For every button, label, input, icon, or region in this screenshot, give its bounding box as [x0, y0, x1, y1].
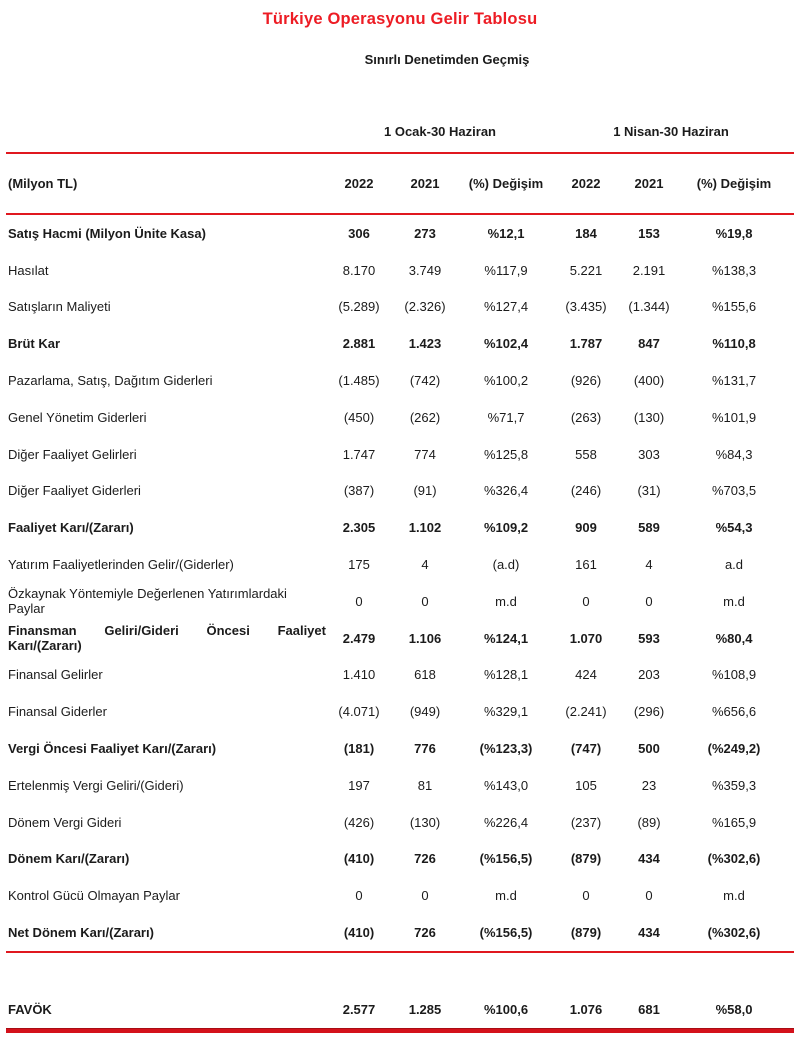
row-value-change-h1: %102,4 [483, 336, 529, 352]
row-value-2022-h1: 2.479 [342, 630, 376, 646]
row-value-2022-q2: 0 [582, 593, 590, 609]
row-value-2021-h1: 1.106 [408, 630, 442, 646]
row-value-change-h1: %128,1 [483, 667, 529, 683]
column-header-row [6, 154, 794, 213]
row-value-change-q2: %84,3 [715, 446, 753, 462]
row-value-2022-q2: 1.070 [569, 630, 603, 646]
row-value-change-q2: %58,0 [715, 1002, 753, 1018]
row-label: Vergi Öncesi Faaliyet Karı/(Zararı) [8, 741, 217, 757]
row-value-change-q2: %703,5 [711, 483, 757, 499]
row-label: Özkaynak Yöntemiyle Değerlenen Yatırımlardaki Paylar [8, 586, 287, 617]
row-value-change-q2: m.d [723, 888, 745, 904]
row-value-change-q2: %19,8 [715, 225, 753, 241]
table-body [0, 215, 800, 951]
row-value-2021-h1: 726 [414, 851, 436, 867]
ebitda-section [0, 992, 800, 1028]
row-value-2022-h1: (426) [343, 814, 375, 830]
row-value-2021-q2: (296) [633, 704, 665, 720]
column-header-change-q2: (%) Değişim [696, 176, 772, 191]
row-label: FAVÖK [8, 1002, 52, 1018]
row-label: Satışların Maliyeti [8, 299, 111, 315]
row-value-change-q2: %80,4 [715, 630, 753, 646]
row-value-change-q2: %359,3 [711, 777, 757, 793]
row-label: Pazarlama, Satış, Dağıtım Giderleri [8, 373, 213, 389]
row-value-change-q2: %108,9 [711, 667, 757, 683]
row-value-2022-h1: (1.485) [338, 373, 380, 389]
table-row [6, 583, 794, 620]
row-label: Diğer Faaliyet Giderleri [8, 483, 141, 499]
row-value-2022-h1: 175 [348, 557, 370, 573]
row-value-2022-q2: (237) [570, 814, 602, 830]
row-value-2021-h1: 774 [414, 446, 436, 462]
row-label: Finansal Gelirler [8, 667, 103, 683]
row-value-2022-h1: (410) [343, 925, 375, 941]
page-title: Türkiye Operasyonu Gelir Tablosu [262, 10, 538, 28]
row-value-2022-q2: 105 [575, 777, 597, 793]
row-value-change-q2: a.d [724, 557, 744, 573]
row-value-2021-h1: 81 [417, 777, 433, 793]
row-value-2022-h1: 2.305 [342, 520, 376, 536]
row-value-2022-q2: 5.221 [569, 262, 603, 278]
row-value-2021-q2: 593 [638, 630, 660, 646]
table-row [6, 620, 794, 657]
table-row [6, 473, 794, 510]
row-value-2022-h1: (410) [343, 851, 375, 867]
table-row [6, 289, 794, 326]
column-header-change-h1: (%) Değişim [468, 176, 544, 191]
row-label: Faaliyet Karı/(Zararı) [8, 520, 134, 536]
row-value-2021-q2: 0 [645, 593, 653, 609]
row-value-2021-q2: 0 [645, 888, 653, 904]
table-row [6, 215, 794, 252]
row-value-change-q2: %165,9 [711, 814, 757, 830]
table-row [6, 325, 794, 362]
table-row [6, 362, 794, 399]
row-label: Dönem Vergi Gideri [8, 814, 122, 830]
row-label: Finansman Geliri/Gideri Öncesi Faaliyet Karı/(Zararı) [8, 623, 326, 654]
row-value-2021-q2: (89) [637, 814, 661, 830]
row-value-2022-q2: 1.787 [569, 336, 603, 352]
row-value-2022-q2: 558 [575, 446, 597, 462]
row-label: Dönem Karı/(Zararı) [8, 851, 130, 867]
period-header-second-quarter: 1 Nisan-30 Haziran [613, 124, 729, 139]
row-value-2022-h1: 2.577 [342, 1002, 376, 1018]
table-row [6, 804, 794, 841]
row-value-2021-h1: 273 [414, 225, 436, 241]
row-value-2022-h1: 1.747 [342, 446, 376, 462]
period-header-first-half: 1 Ocak-30 Haziran [383, 124, 496, 139]
row-value-2021-h1: (742) [409, 373, 441, 389]
row-value-2021-q2: 681 [638, 1002, 660, 1018]
row-value-2022-q2: (263) [570, 409, 602, 425]
row-value-2021-q2: 153 [638, 225, 660, 241]
row-value-change-h1: %71,7 [487, 409, 525, 425]
row-value-change-q2: %110,8 [712, 336, 756, 352]
row-value-2021-q2: 23 [641, 777, 657, 793]
row-value-2021-h1: 776 [414, 741, 436, 757]
row-value-2022-q2: (926) [570, 373, 602, 389]
table-row [6, 657, 794, 694]
row-label: Kontrol Gücü Olmayan Paylar [8, 888, 180, 904]
row-value-2021-q2: 434 [638, 925, 660, 941]
table-row [6, 992, 794, 1028]
row-label: Diğer Faaliyet Gelirleri [8, 446, 137, 462]
row-value-2021-h1: 1.102 [408, 520, 442, 536]
row-value-2021-h1: 1.285 [408, 1002, 442, 1018]
table-row [6, 546, 794, 583]
row-value-change-h1: m.d [495, 888, 517, 904]
row-value-2021-q2: (1.344) [628, 299, 670, 315]
row-value-2021-q2: 434 [638, 851, 660, 867]
row-value-2021-q2: 500 [638, 741, 660, 757]
period-header-spacer [6, 124, 326, 139]
row-value-2022-q2: (879) [570, 925, 602, 941]
column-header-2021-h1: 2021 [410, 176, 440, 191]
row-value-2022-h1: (5.289) [338, 299, 380, 315]
row-value-change-h1: %109,2 [483, 520, 529, 536]
row-value-2022-h1: 197 [348, 777, 370, 793]
table-row [6, 399, 794, 436]
row-value-2021-q2: 4 [645, 557, 653, 573]
row-value-2022-h1: 0 [355, 888, 363, 904]
row-value-change-h1: (%156,5) [479, 925, 533, 941]
row-value-2022-q2: 0 [582, 888, 590, 904]
row-label: Satış Hacmi (Milyon Ünite Kasa) [8, 225, 206, 241]
row-value-2021-q2: 589 [638, 520, 660, 536]
table-row [6, 914, 794, 951]
row-value-2021-q2: (400) [633, 373, 665, 389]
row-value-2022-q2: (879) [570, 851, 602, 867]
row-label: Genel Yönetim Giderleri [8, 409, 147, 425]
row-value-change-q2: %155,6 [711, 299, 757, 315]
row-label: Hasılat [8, 262, 49, 278]
row-value-2021-h1: (949) [409, 704, 441, 720]
row-value-change-h1: %143,0 [483, 777, 529, 793]
row-label: Net Dönem Karı/(Zararı) [8, 925, 154, 941]
row-value-change-q2: %138,3 [711, 262, 757, 278]
row-value-2022-h1: 0 [355, 593, 363, 609]
row-value-2021-h1: 4 [421, 557, 429, 573]
row-value-change-q2: (%302,6) [707, 925, 761, 941]
favok-gap [0, 953, 800, 992]
row-value-2021-h1: 3.749 [408, 262, 442, 278]
row-label: Ertelenmiş Vergi Geliri/(Gideri) [8, 777, 184, 793]
row-value-2021-h1: (262) [409, 409, 441, 425]
table-row [6, 693, 794, 730]
row-label: Finansal Giderler [8, 704, 107, 720]
row-value-change-h1: %100,2 [483, 373, 529, 389]
table-row [6, 436, 794, 473]
row-value-change-h1: %329,1 [483, 704, 529, 720]
row-value-change-h1: %226,4 [483, 814, 529, 830]
row-value-2022-h1: (450) [343, 409, 375, 425]
rule-bottom [6, 1028, 794, 1033]
row-value-change-q2: (%249,2) [707, 741, 761, 757]
table-row [6, 730, 794, 767]
row-value-2022-h1: 1.410 [342, 667, 376, 683]
row-value-2021-q2: 303 [638, 446, 660, 462]
row-value-change-h1: (a.d) [492, 557, 520, 573]
row-value-2021-h1: (2.326) [404, 299, 446, 315]
row-value-change-h1: %12,1 [487, 225, 525, 241]
row-value-2022-q2: (3.435) [565, 299, 607, 315]
row-value-change-q2: %131,7 [711, 373, 757, 389]
column-header-2021-q2: 2021 [634, 176, 664, 191]
row-value-2021-h1: 1.423 [408, 336, 442, 352]
row-value-2021-h1: 0 [421, 593, 429, 609]
row-value-change-q2: (%302,6) [707, 851, 761, 867]
row-value-change-h1: (%123,3) [479, 741, 533, 757]
row-value-2022-q2: 424 [575, 667, 597, 683]
row-value-change-h1: %124,1 [483, 630, 529, 646]
row-value-2021-q2: (130) [633, 409, 665, 425]
row-value-2021-q2: 203 [638, 667, 660, 683]
column-header-2022-h1: 2022 [344, 176, 374, 191]
row-value-change-q2: %656,6 [711, 704, 757, 720]
row-value-change-h1: m.d [495, 593, 517, 609]
table-row [6, 509, 794, 546]
row-value-2022-q2: (2.241) [565, 704, 607, 720]
table-row [6, 252, 794, 289]
row-value-2021-h1: 0 [421, 888, 429, 904]
row-value-change-q2: %101,9 [711, 409, 757, 425]
row-value-2022-q2: 184 [575, 225, 597, 241]
row-value-change-h1: %125,8 [483, 446, 529, 462]
row-value-2022-q2: (747) [570, 741, 602, 757]
row-value-change-q2: m.d [723, 593, 745, 609]
row-value-2021-h1: 618 [414, 667, 436, 683]
period-header-row [6, 124, 800, 139]
row-value-change-q2: %54,3 [715, 520, 753, 536]
table-row [6, 877, 794, 914]
row-label: Brüt Kar [8, 336, 61, 352]
row-value-2021-h1: (91) [413, 483, 437, 499]
row-value-2021-h1: (130) [409, 814, 441, 830]
row-value-2022-h1: 8.170 [342, 262, 376, 278]
row-value-2021-q2: 847 [638, 336, 660, 352]
page-subtitle: Sınırlı Denetimden Geçmiş [364, 52, 530, 67]
row-value-2022-h1: (387) [343, 483, 375, 499]
row-value-2022-h1: (4.071) [338, 704, 380, 720]
row-value-2022-h1: (181) [343, 741, 375, 757]
table-row [6, 767, 794, 804]
unit-label: (Milyon TL) [8, 176, 78, 191]
column-header-2022-q2: 2022 [571, 176, 601, 191]
row-value-2022-q2: 161 [575, 557, 597, 573]
row-value-2022-q2: 1.076 [569, 1002, 603, 1018]
row-value-change-h1: (%156,5) [479, 851, 533, 867]
row-value-change-h1: %117,9 [484, 262, 528, 278]
table-row [6, 841, 794, 878]
row-value-2021-q2: 2.191 [632, 262, 666, 278]
row-value-2022-q2: (246) [570, 483, 602, 499]
row-value-2021-q2: (31) [637, 483, 661, 499]
row-value-change-h1: %100,6 [483, 1002, 529, 1018]
row-value-2022-q2: 909 [575, 520, 597, 536]
row-value-2021-h1: 726 [414, 925, 436, 941]
row-value-2022-h1: 306 [348, 225, 370, 241]
row-value-change-h1: %127,4 [483, 299, 529, 315]
row-value-2022-h1: 2.881 [342, 336, 376, 352]
row-value-change-h1: %326,4 [483, 483, 529, 499]
row-label: Yatırım Faaliyetlerinden Gelir/(Giderler) [8, 557, 234, 573]
